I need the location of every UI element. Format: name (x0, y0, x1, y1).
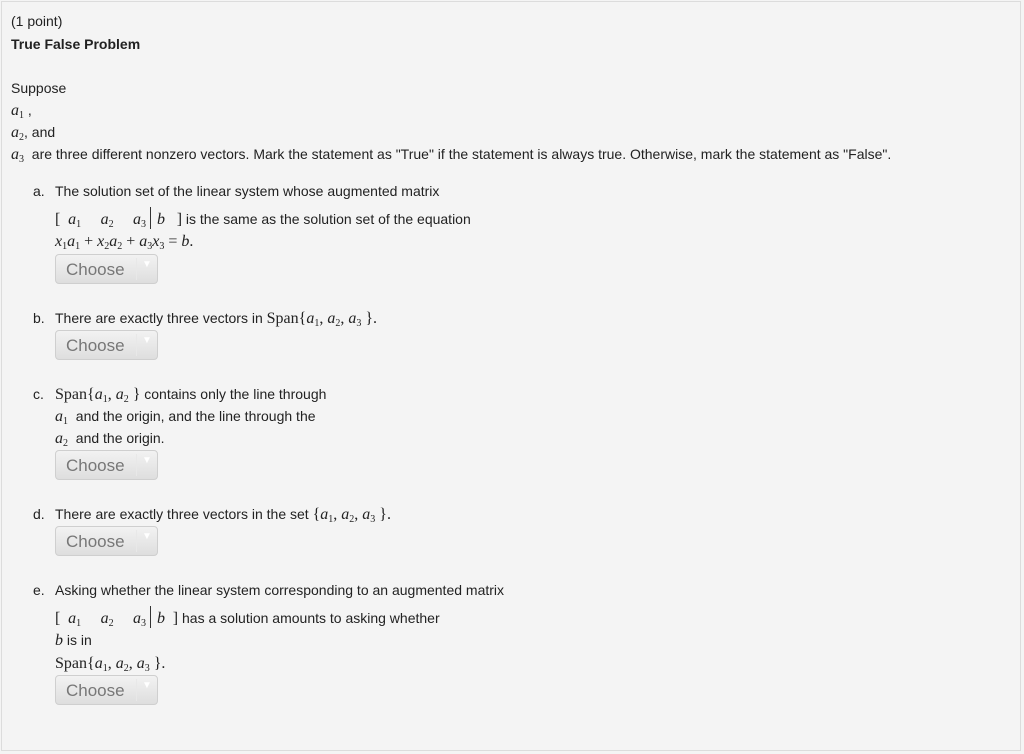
chevron-down-icon: ▼ (142, 680, 152, 691)
question-a-marker: a. (33, 183, 45, 199)
question-c-line2: $a_1$ and the origin, and the line through the (55, 408, 316, 427)
question-e-line3: b is in (55, 632, 92, 649)
question-a-equation: $x_1a_1 + x_2a_2 + a_3x_3 = b$. (55, 233, 194, 252)
question-e-marker: e. (33, 582, 45, 598)
question-c-marker: c. (33, 386, 44, 402)
question-e-span: $Span\{a_1$, $a_2$, $a_3$ }. (55, 655, 166, 674)
answer-select-b[interactable]: Choose ▼ (55, 330, 158, 360)
problem-panel (1, 1, 1021, 751)
question-b-marker: b. (33, 310, 45, 326)
question-a-line2: is the same as the solution set of the equation (185, 211, 471, 227)
intro-text: are three different nonzero vectors. Mark the statement as "True" if the statement is always true. Otherwise, mark the statement as "False". (31, 146, 892, 162)
question-b-text: There are exactly three vectors in $Span\{a_1$, $a_2$, $a_3$ }. (55, 310, 378, 329)
intro-a2: $a_2$, and (11, 124, 56, 143)
question-d-marker: d. (33, 506, 45, 522)
question-e-line2: has a solution amounts to asking whether (182, 610, 440, 626)
points-label: (1 point) (11, 13, 63, 29)
answer-select-c[interactable]: Choose ▼ (55, 450, 158, 480)
question-d-text: There are exactly three vectors in the set {$a_1$, $a_2$, $a_3$ }. (55, 506, 391, 525)
question-a-line1: The solution set of the linear system whose augmented matrix (55, 183, 440, 199)
answer-select-d[interactable]: Choose ▼ (55, 526, 158, 556)
chevron-down-icon: ▼ (142, 531, 152, 542)
answer-select-a[interactable]: Choose ▼ (55, 254, 158, 284)
chevron-down-icon: ▼ (142, 259, 152, 270)
question-e-matrix: [ $a_1$ $a_2$ $a_3$ b ] has a solution amounts to asking whether (55, 606, 440, 633)
question-a-matrix: [ $a_1$ $a_2$ $a_3$ b ] is the same as the solution set of the equation (55, 207, 471, 234)
question-c-line3: $a_2$ and the origin. (55, 430, 165, 449)
chevron-down-icon: ▼ (142, 335, 152, 346)
chevron-down-icon: ▼ (142, 455, 152, 466)
intro-suppose: Suppose (11, 80, 67, 96)
intro-a1: $a_1$ , (11, 102, 32, 121)
answer-select-e[interactable]: Choose ▼ (55, 675, 158, 705)
problem-title: True False Problem (11, 36, 141, 52)
intro-a3: $a_3$ are three different nonzero vectors. Mark the statement as "True" if the statement is always true. Otherwise, mark the statement as "False". (11, 146, 892, 165)
question-e-line1: Asking whether the linear system corresponding to an augmented matrix (55, 582, 505, 598)
question-c-line1: $Span\{a_1$, $a_2$ } contains only the line through (55, 386, 327, 405)
